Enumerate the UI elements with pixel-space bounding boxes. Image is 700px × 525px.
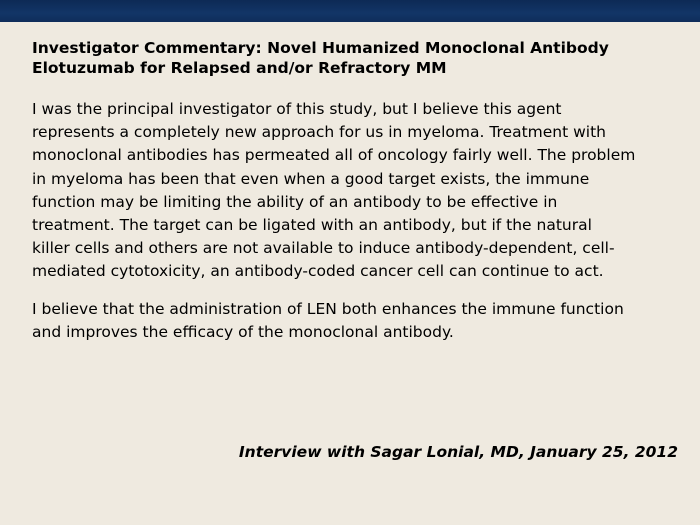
body-line: I was the principal investigator of this study, but I believe this agent bbox=[32, 100, 562, 118]
commentary-body bbox=[32, 98, 692, 358]
body-line: I believe that the administration of LEN both enhances the immune function bbox=[32, 299, 624, 318]
body-line: monoclonal antibodies has permeated all of oncology fairly well. The problem bbox=[32, 146, 636, 165]
title-line: Elotuzumab for Relapsed and/or Refractory MM bbox=[32, 59, 447, 77]
slide-title bbox=[32, 38, 672, 78]
header-bar bbox=[0, 0, 700, 22]
body-line: in myeloma has been that even when a good target exists, the immune bbox=[32, 169, 590, 188]
body-line: mediated cytotoxicity, an antibody-coded cancer cell can continue to act. bbox=[32, 262, 604, 281]
body-line: killer cells and others are not available to induce antibody-dependent, cell- bbox=[32, 239, 615, 258]
interview-citation: Interview with Sagar Lonial, MD, January 25, 2012 bbox=[238, 443, 678, 461]
title-line: Investigator Commentary: Novel Humanized Monoclonal Antibody bbox=[32, 39, 609, 57]
body-line: function may be limiting the ability of an antibody to be effective in bbox=[32, 192, 558, 211]
body-line: treatment. The target can be ligated with an antibody, but if the natural bbox=[32, 216, 592, 235]
body-line: and improves the efficacy of the monoclonal antibody. bbox=[32, 322, 454, 341]
body-line: represents a completely new approach for us in myeloma. Treatment with bbox=[32, 123, 606, 142]
commentary-paragraph bbox=[32, 98, 692, 284]
commentary-paragraph bbox=[32, 298, 692, 344]
